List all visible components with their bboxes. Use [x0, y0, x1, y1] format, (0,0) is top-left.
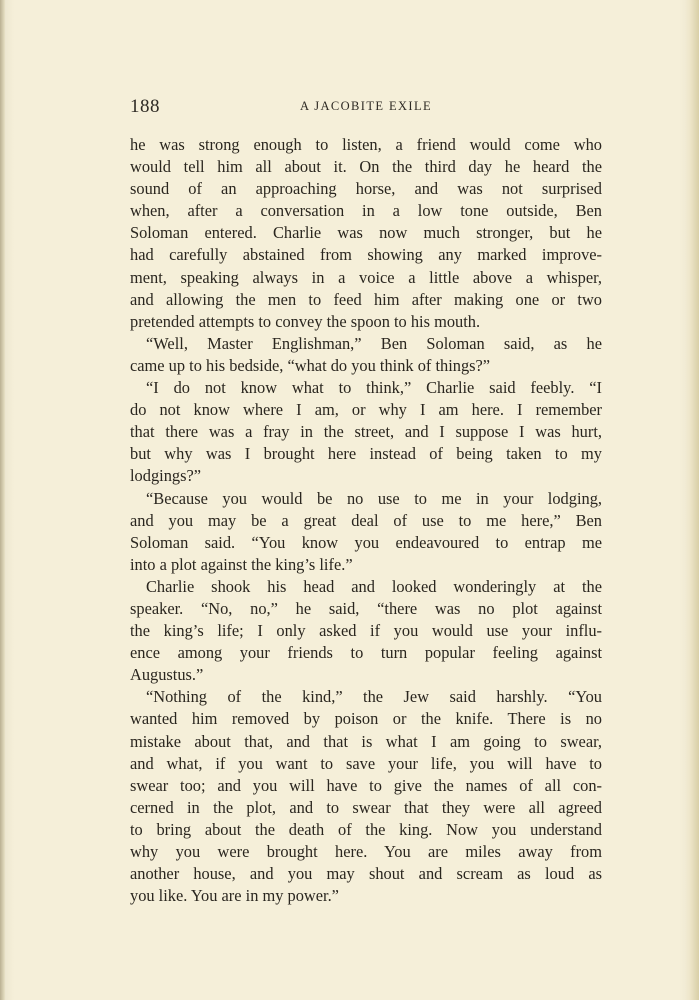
text-line: Soloman entered. Charlie was now much stronger, but he — [130, 223, 602, 243]
text-line: to bring about the death of the king. Now you understand — [130, 819, 602, 839]
text-line: came up to his bedside, “what do you think of things?” — [130, 355, 491, 375]
text-line: but why was I brought here instead of being taken to my — [130, 444, 602, 464]
running-title: A JACOBITE EXILE — [299, 99, 433, 113]
text-line: and you may be a great deal of use to me here,” Ben — [130, 510, 602, 530]
text-line: ence among your friends to turn popular feeling against — [130, 643, 602, 663]
text-line: mistake about that, and that is what I am going to swear, — [130, 731, 602, 751]
text-line: Augustus.” — [130, 665, 204, 685]
text-line: lodgings?” — [130, 466, 202, 486]
text-line: do not know where I am, or why I am here. I remember — [130, 400, 602, 420]
text-line: the king’s life; I only asked if you would use your influ- — [130, 621, 602, 641]
text-line: he was strong enough to listen, a friend would come who — [130, 135, 602, 154]
text-line: ment, speaking always in a voice a little above a whisper, — [130, 267, 602, 287]
text-line: Charlie shook his head and looked wonderingly at the — [146, 576, 602, 596]
page-header — [130, 96, 602, 120]
text-line: “Well, Master Englishman,” Ben Soloman said, as he — [146, 333, 602, 353]
text-line: cerned in the plot, and to swear that they were all agreed — [130, 797, 602, 817]
text-line: swear too; and you will have to give the names of all con- — [130, 775, 602, 795]
text-line: why you were brought here. You are miles away from — [130, 842, 602, 861]
text-line: and what, if you want to save your life, you will have to — [130, 753, 602, 773]
page-right-edge — [685, 0, 699, 1000]
text-line: and allowing the men to feed him after making one or two — [130, 289, 602, 309]
text-line: had carefully abstained from showing any marked improve- — [130, 245, 602, 265]
body-text — [130, 134, 602, 907]
text-line: “Nothing of the kind,” the Jew said harshly. “You — [146, 687, 602, 707]
text-line: wanted him removed by poison or the knife. There is no — [130, 709, 602, 729]
text-line: another house, and you may shout and scream as loud as — [130, 864, 602, 884]
page-number: 188 — [130, 96, 160, 117]
text-line: into a plot against the king’s life.” — [130, 554, 353, 574]
text-line: sound of an approaching horse, and was not surprised — [130, 179, 602, 199]
text-line: that there was a fray in the street, and I suppose I was hurt, — [130, 422, 602, 442]
text-line: pretended attempts to convey the spoon to his mouth. — [130, 311, 481, 331]
text-line: when, after a conversation in a low tone outside, Ben — [130, 201, 602, 221]
text-line: Soloman said. “You know you endeavoured to entrap me — [130, 532, 602, 552]
text-line: would tell him all about it. On the third day he heard the — [130, 157, 602, 177]
text-line: speaker. “No, no,” he said, “there was no plot against — [130, 598, 602, 618]
text-line: you like. You are in my power.” — [130, 886, 339, 906]
page-left-edge — [0, 0, 5, 1000]
text-line: “I do not know what to think,” Charlie said feebly. “I — [146, 378, 602, 398]
text-line: “Because you would be no use to me in your lodging, — [146, 488, 602, 508]
